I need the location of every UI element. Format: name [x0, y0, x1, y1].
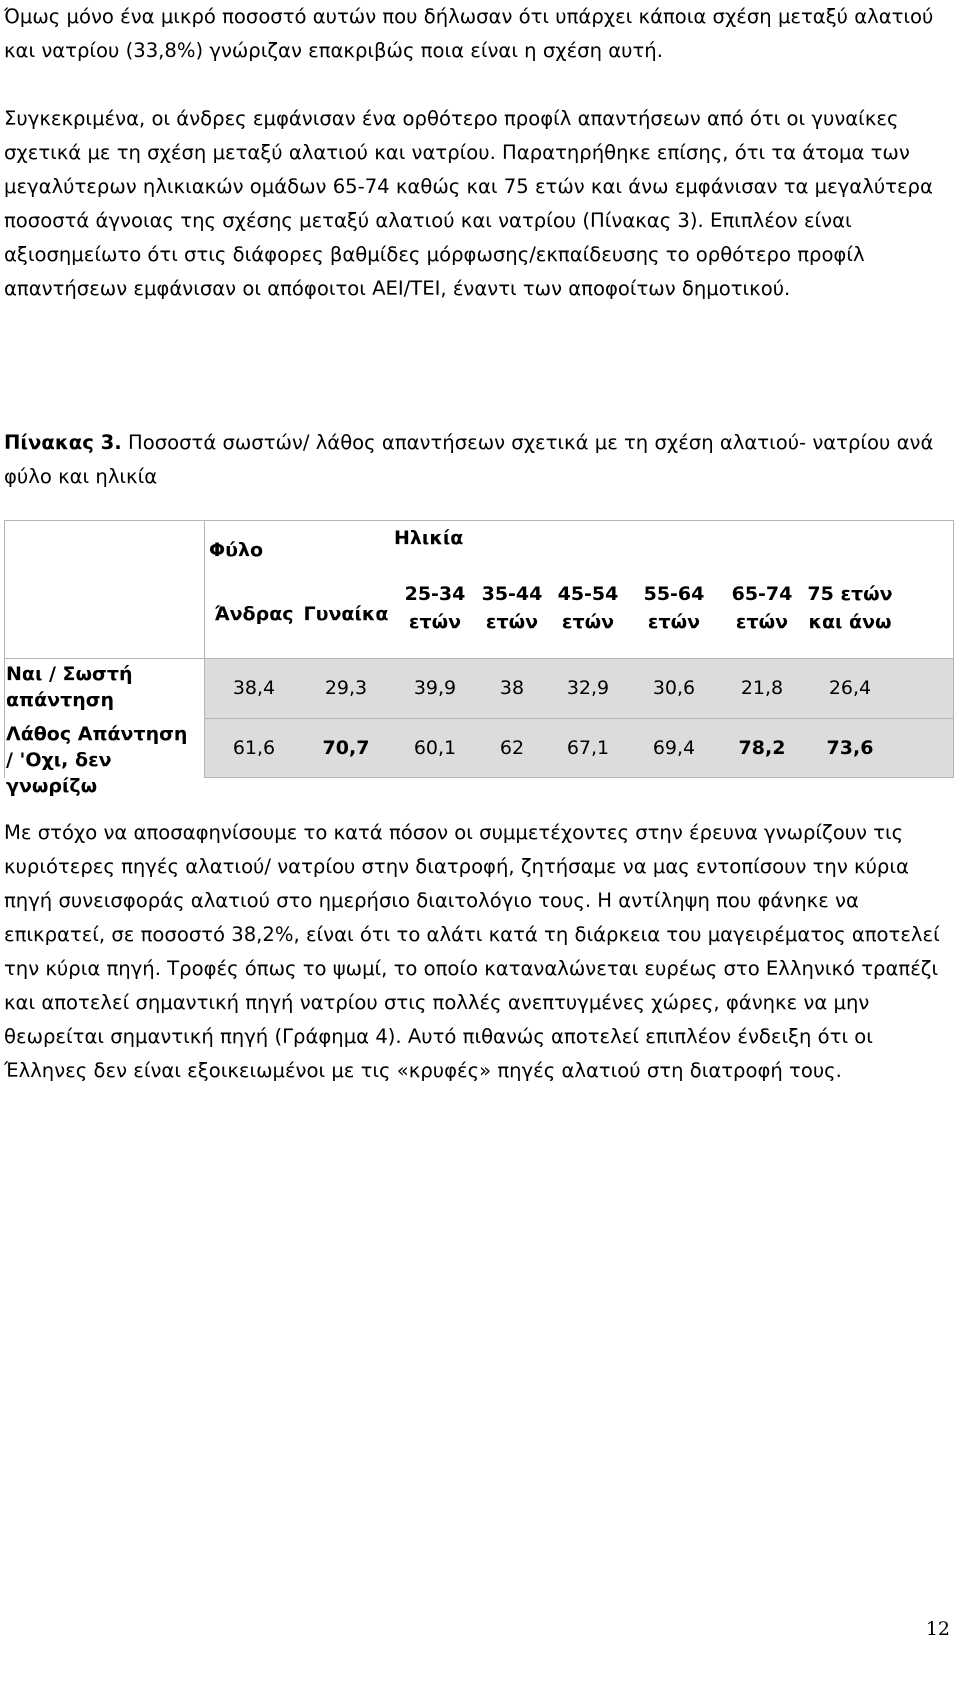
- column-age-35-44: 35-44 ετών: [481, 583, 543, 633]
- table-cell: 38: [499, 677, 525, 699]
- table-cell: 67,1: [566, 737, 610, 759]
- column-age-65-74: 65-74 ετών: [731, 583, 793, 633]
- table-cell: 69,4: [652, 737, 696, 759]
- column-age-75-plus: 75 ετών και άνω: [807, 583, 893, 633]
- paragraph-2-text: Συγκεκριμένα, οι άνδρες εμφάνισαν ένα ορθότερο προφίλ απαντήσεων από ότι οι γυναίκες σχετικά με τη σχέση μεταξύ αλατιού και νατρίου. Παρατηρήθηκε επίσης, ότι τα άτομα των μεγαλύτερων ηλικιακών ομάδων 65-74 καθώς και 75 ετών και άνω εμφάνισαν τα μεγαλύτερα ποσοστά άγνοιας της σχέσης μεταξύ αλατιού και νατρίου (Πίνακας 3). Επιπλέον είναι αξιοσημείωτο ότι στις διάφορες βαθμίδες μόρφωσης/εκπαίδευσης το ορθότερο προφίλ απαντήσεων εμφάνισαν οι απόφοιτοι ΑΕΙ/ΤΕΙ, έναντι των αποφοίτων δημοτικού.: [4, 107, 933, 300]
- table-cell: 38,4: [232, 677, 276, 699]
- table-cell: 26,4: [828, 677, 872, 699]
- data-table: [4, 520, 954, 797]
- table-caption-title: Ποσοστά σωστών/ λάθος απαντήσεων σχετικά με τη σχέση αλατιού- νατρίου ανά φύλο και ηλικία: [4, 431, 934, 488]
- table-cell: 73,6: [826, 737, 874, 759]
- table-cell: 39,9: [413, 677, 457, 699]
- page-number: 12: [925, 1618, 950, 1640]
- column-female: Γυναίκα: [303, 603, 389, 625]
- table-cell: 70,7: [322, 737, 370, 759]
- table-cell: 21,8: [740, 677, 784, 699]
- paragraph-1: [4, 0, 954, 68]
- table-rule: [204, 520, 205, 778]
- column-age-55-64: 55-64 ετών: [643, 583, 705, 633]
- table-caption-label: Πίνακας 3.: [4, 431, 122, 454]
- column-age-25-34: 25-34 ετών: [404, 583, 466, 633]
- table-cell: 78,2: [738, 737, 786, 759]
- paragraph-2: [4, 102, 954, 306]
- header-age: Ηλικία: [394, 527, 464, 549]
- table-cell: 62: [499, 737, 525, 759]
- paragraph-3-text: Με στόχο να αποσαφηνίσουμε το κατά πόσον οι συμμετέχοντες στην έρευνα γνωρίζουν τις κυριότερες πηγές αλατιού/ νατρίου στην διατροφή, ζητήσαμε να μας εντοπίσουν την κύρια πηγή συνεισφοράς αλατιού στο ημερήσιο διαιτολόγιο τους. Η αντίληψη που φάνηκε να επικρατεί, σε ποσοστό 38,2%, είναι ότι το αλάτι κατά τη διάρκεια του μαγειρέματος αποτελεί την κύρια πηγή. Τροφές όπως το ψωμί, το οποίο καταναλώνεται ευρέως στο Ελληνικό τραπέζι και αποτελεί σημαντική πηγή νατρίου στις πολλές ανεπτυγμένες χώρες, φάνηκε να μην θεωρείται σημαντική πηγή (Γράφημα 4). Αυτό πιθανώς αποτελεί επιπλέον ένδειξη ότι οι Έλληνες δεν είναι εξοικειωμένοι με τις «κρυφές» πηγές αλατιού στη διατροφή τους.: [4, 821, 940, 1082]
- table-cell: 32,9: [566, 677, 610, 699]
- table-caption: [4, 426, 954, 494]
- row-label-wrong: Λάθος Απάντηση / 'Οχι, δεν γνωρίζω: [6, 723, 188, 797]
- table-cell: 30,6: [652, 677, 696, 699]
- column-age-45-54: 45-54 ετών: [557, 583, 619, 633]
- table-cell: 29,3: [324, 677, 368, 699]
- paragraph-3: [4, 816, 954, 1088]
- table-caption-text: [4, 426, 954, 494]
- row-label-correct: Ναι / Σωστή απάντηση: [6, 663, 133, 711]
- column-male: Άνδρας: [214, 603, 294, 625]
- table-border-right: [953, 520, 954, 778]
- table-cell: 60,1: [413, 737, 457, 759]
- table-cell: 61,6: [232, 737, 276, 759]
- paragraph-1-text: Όμως μόνο ένα μικρό ποσοστό αυτών που δήλωσαν ότι υπάρχει κάποια σχέση μεταξύ αλατιού και νατρίου (33,8%) γνώριζαν επακριβώς ποια είναι η σχέση αυτή.: [4, 5, 934, 62]
- header-sex: Φύλο: [209, 539, 264, 561]
